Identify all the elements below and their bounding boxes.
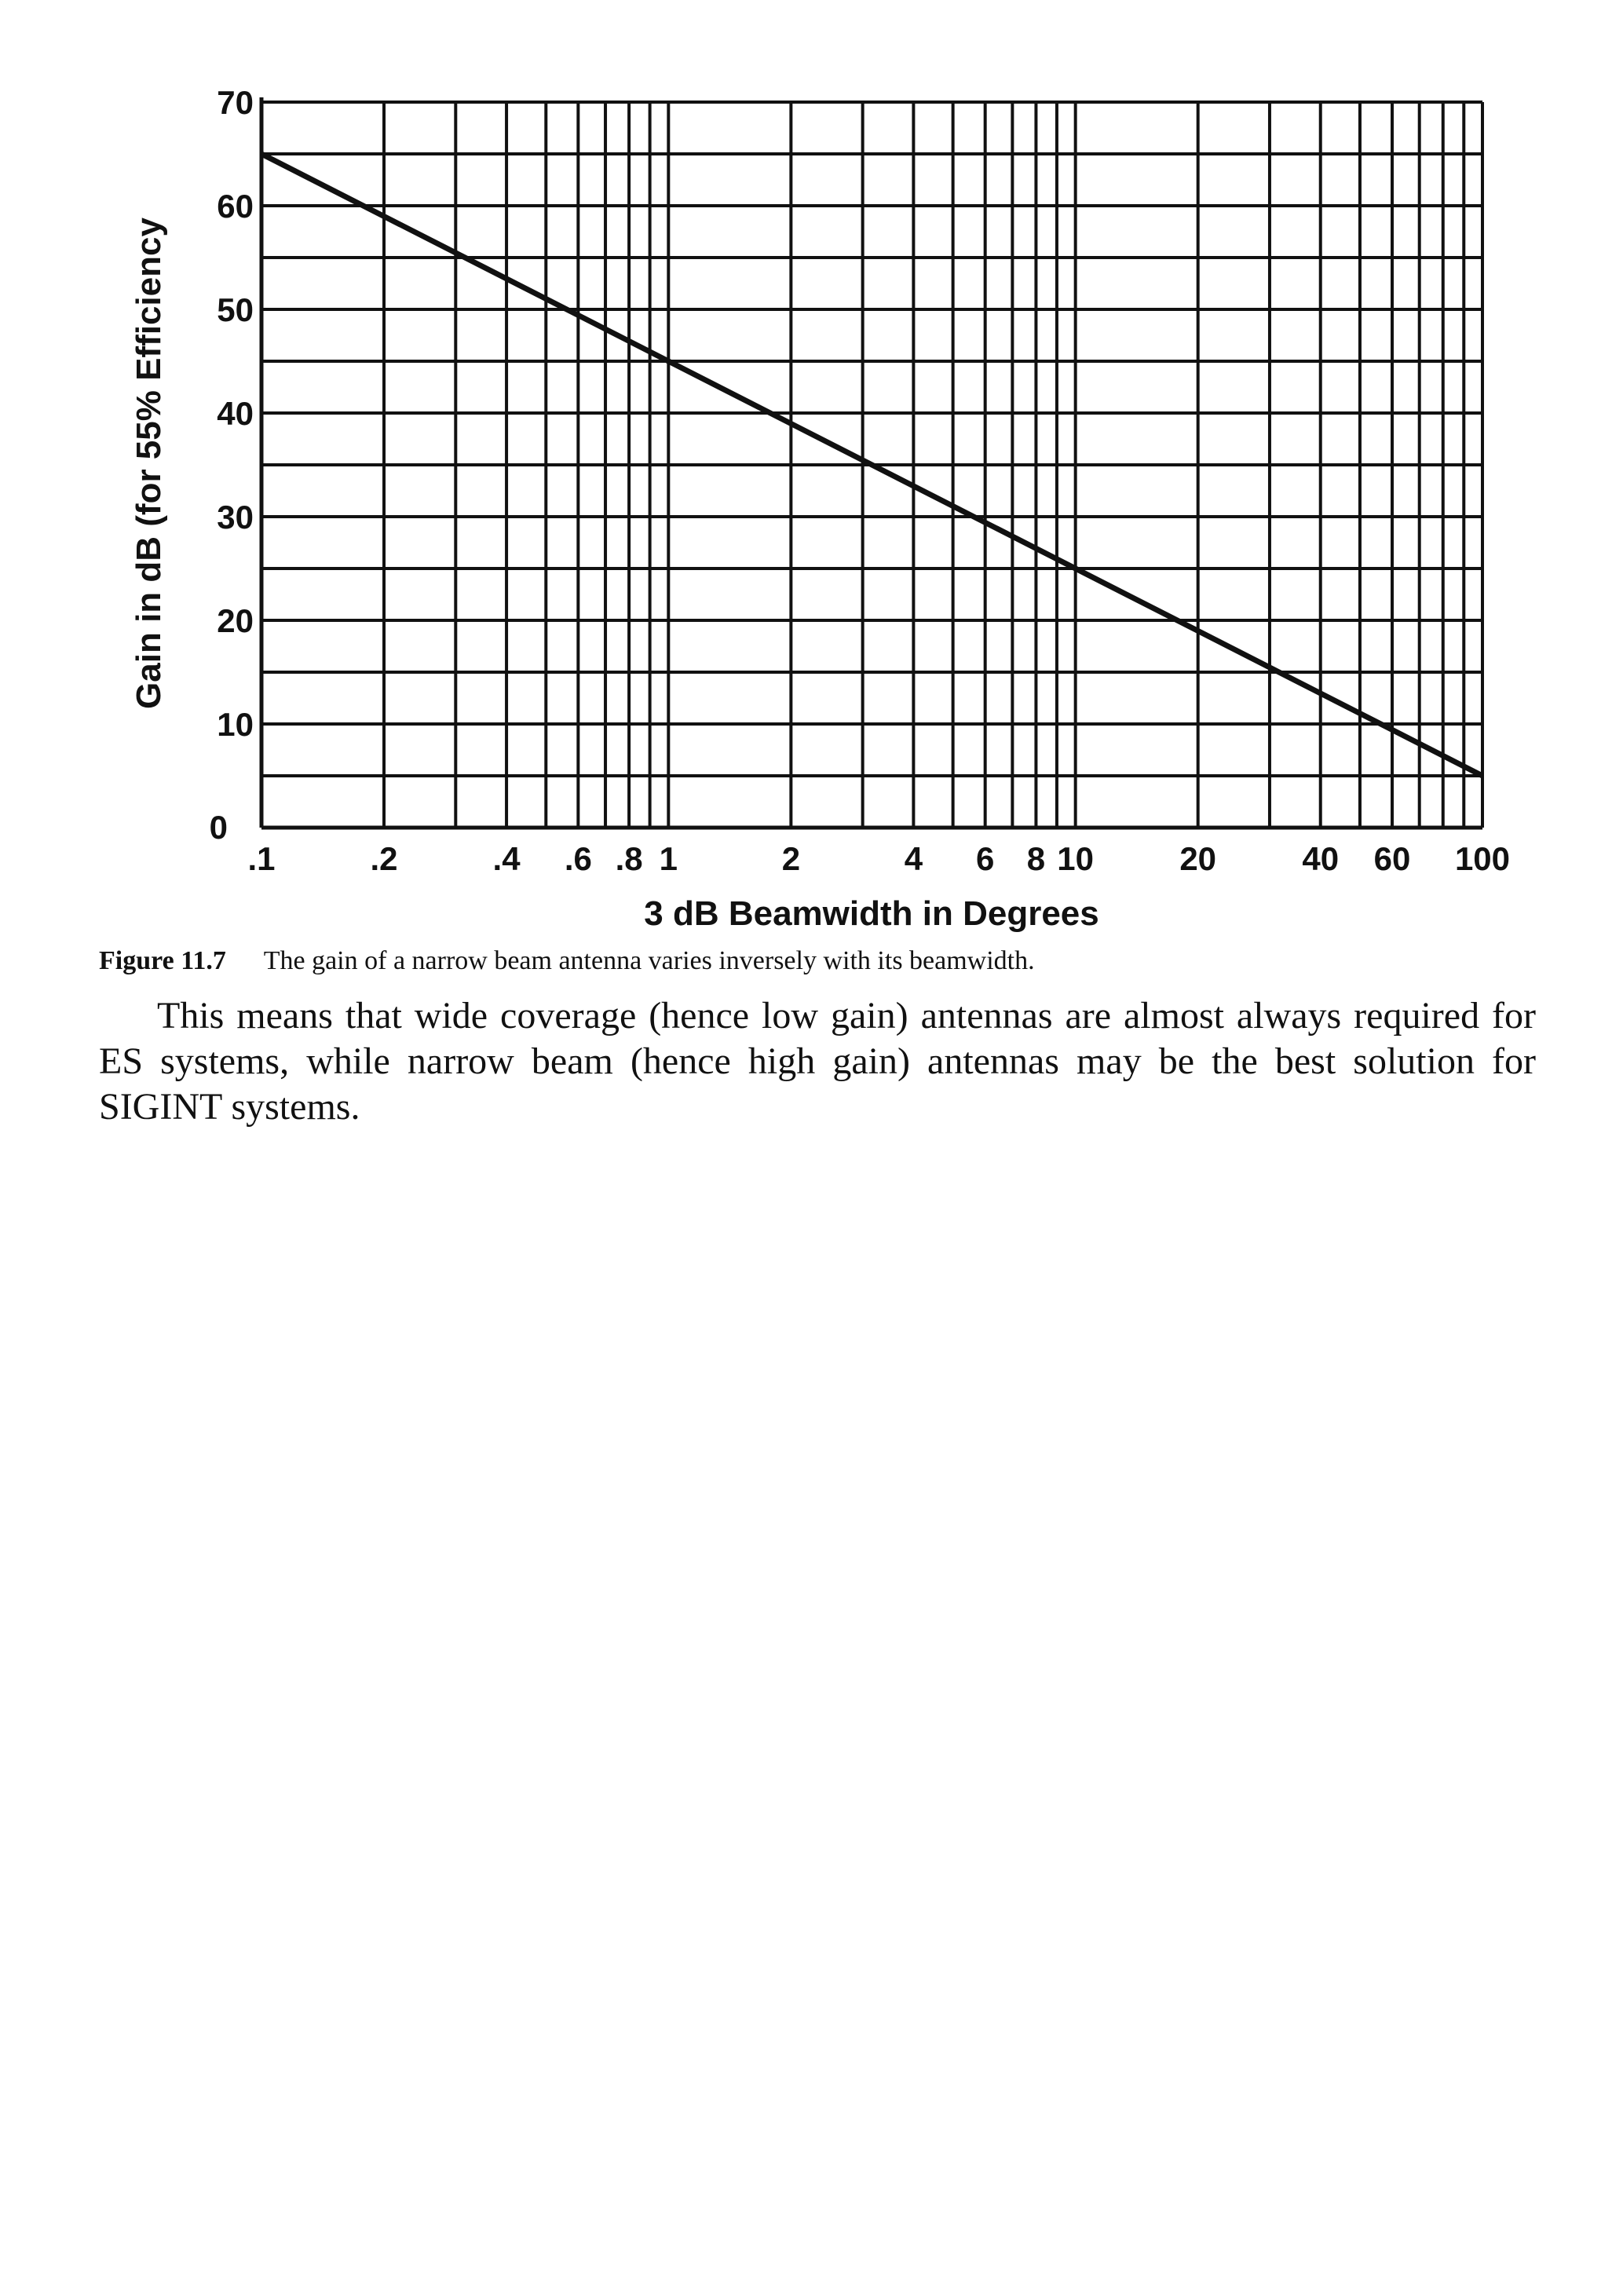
y-tick-label: 40 (217, 395, 254, 432)
y-tick-label: 60 (217, 188, 254, 225)
y-axis-title: Gain in dB (for 55% Efficiency (130, 218, 168, 709)
x-tick-label: 4 (904, 840, 923, 877)
x-tick-label: .8 (615, 840, 643, 877)
x-tick-label: .6 (564, 840, 592, 877)
y-gridlines (261, 102, 1482, 776)
x-tick-label: 60 (1373, 840, 1411, 877)
x-tick-label: .2 (370, 840, 398, 877)
figure-label: Figure 11.7 (99, 946, 226, 975)
gain-vs-beamwidth-chart (0, 0, 1623, 942)
x-tick-label: 10 (1057, 840, 1095, 877)
x-tick-label: .4 (492, 840, 521, 877)
y-tick-label: 10 (217, 706, 254, 743)
x-tick-labels (247, 840, 1510, 877)
x-tick-label: 1 (659, 840, 678, 877)
y-tick-label: 50 (217, 291, 254, 328)
y-tick-label: 70 (217, 84, 254, 121)
x-tick-label: 100 (1454, 840, 1511, 877)
y-tick-label: 0 (209, 809, 228, 846)
x-tick-label: 6 (975, 840, 995, 877)
y-tick-label: 20 (217, 602, 254, 639)
x-axis-title: 3 dB Beamwidth in Degrees (644, 894, 1099, 933)
x-tick-label: 2 (781, 840, 801, 877)
y-tick-label: 30 (217, 499, 254, 536)
x-tick-label: 8 (1026, 840, 1046, 877)
body-paragraph: This means that wide coverage (hence low gain) antennas are almost always required for ES systems, while narrow beam (hence high gain) antennas may be the best solution for SIGINT systems. (99, 995, 1536, 1128)
x-tick-label: 20 (1179, 840, 1217, 877)
figure-caption-text: The gain of a narrow beam antenna varies inversely with its beamwidth. (263, 946, 1035, 975)
figure-caption (99, 946, 1536, 976)
x-tick-label: .1 (247, 840, 276, 877)
x-tick-label: 40 (1302, 840, 1340, 877)
y-tick-labels (210, 84, 254, 846)
